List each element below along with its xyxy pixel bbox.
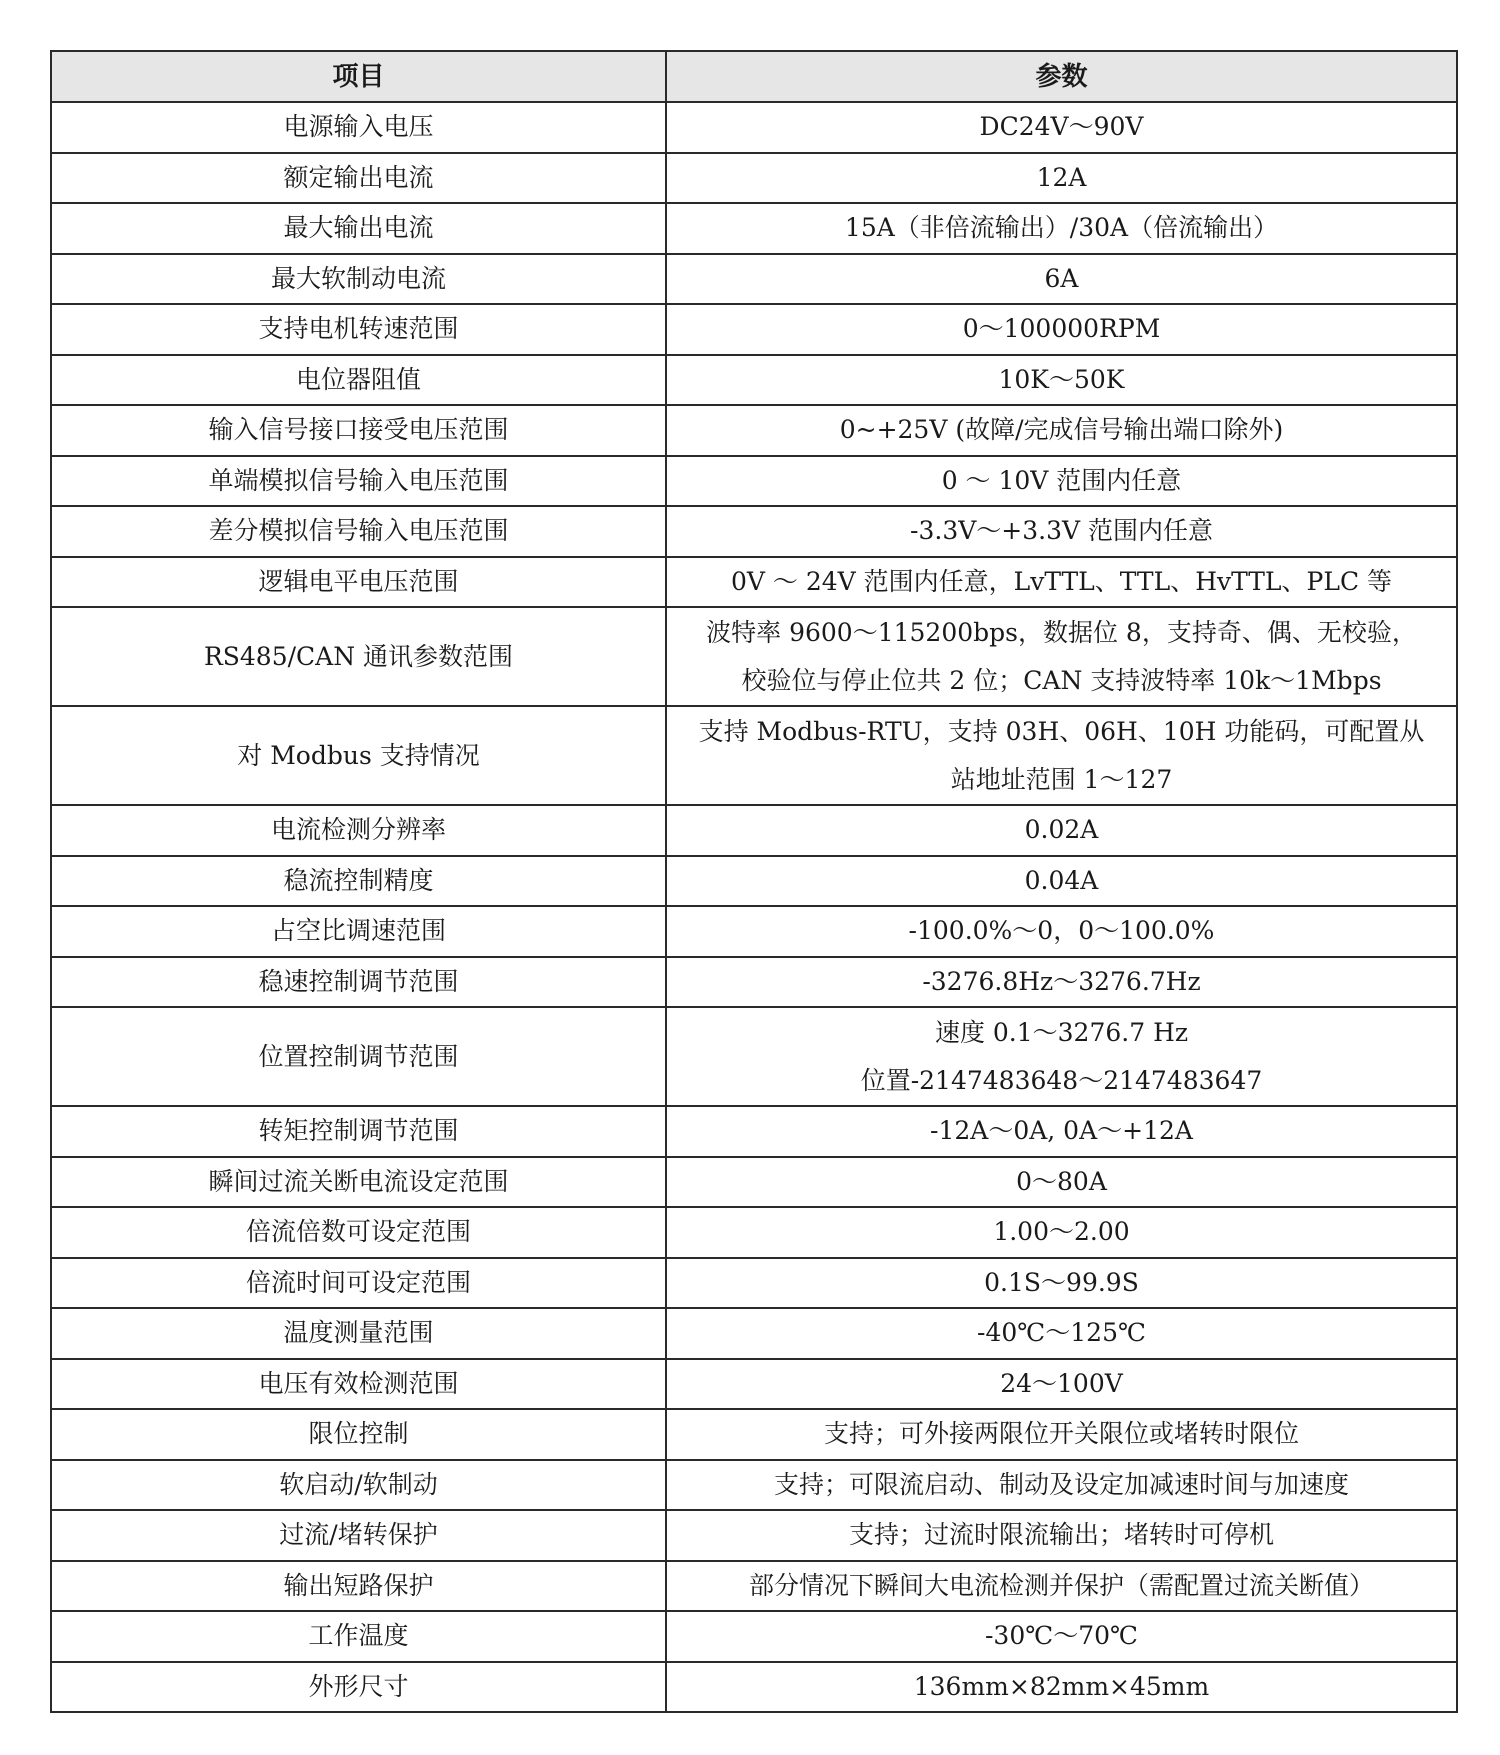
param-line: 部分情况下瞬间大电流检测并保护（需配置过流关断值） <box>748 1570 1374 1600</box>
param-line: DC24V～90V <box>979 112 1144 142</box>
param-cell <box>666 1207 1457 1258</box>
item-cell: 电流检测分辨率 <box>51 805 666 856</box>
table-row <box>51 1359 1457 1410</box>
param-cell <box>666 1258 1457 1309</box>
table-row <box>51 304 1457 355</box>
spec-table <box>50 50 1458 1713</box>
item-cell: 转矩控制调节范围 <box>51 1106 666 1157</box>
item-cell: 额定输出电流 <box>51 153 666 204</box>
param-cell <box>666 1106 1457 1157</box>
param-line: 0～80A <box>1016 1166 1107 1196</box>
table-row <box>51 1510 1457 1561</box>
table-row <box>51 1157 1457 1208</box>
table-row <box>51 456 1457 507</box>
header-param: 参数 <box>666 51 1457 102</box>
item-cell: 逻辑电平电压范围 <box>51 557 666 608</box>
param-cell <box>666 1662 1457 1713</box>
item-cell: 软启动/软制动 <box>51 1460 666 1511</box>
param-cell <box>666 1007 1457 1106</box>
table-row <box>51 957 1457 1008</box>
item-cell: 稳速控制调节范围 <box>51 957 666 1008</box>
param-line: 0～100000RPM <box>962 314 1161 344</box>
table-row <box>51 1662 1457 1713</box>
item-cell: 输出短路保护 <box>51 1561 666 1612</box>
item-cell: 限位控制 <box>51 1409 666 1460</box>
param-cell <box>666 1359 1457 1410</box>
item-cell: 过流/堵转保护 <box>51 1510 666 1561</box>
param-cell <box>666 906 1457 957</box>
param-line: 支持；可外接两限位开关限位或堵转时限位 <box>823 1419 1299 1449</box>
param-line: -3276.8Hz～3276.7Hz <box>922 966 1201 996</box>
item-cell: 单端模拟信号输入电压范围 <box>51 456 666 507</box>
param-line: 位置-2147483648～2147483647 <box>860 1065 1263 1095</box>
param-line: 24～100V <box>1000 1368 1123 1398</box>
param-cell <box>666 355 1457 406</box>
table-header <box>51 51 1457 102</box>
table-row <box>51 1611 1457 1662</box>
item-cell: 最大输出电流 <box>51 203 666 254</box>
param-cell <box>666 607 1457 706</box>
table-row <box>51 1207 1457 1258</box>
item-cell: 支持电机转速范围 <box>51 304 666 355</box>
table-row <box>51 805 1457 856</box>
param-line: -12A～0A, 0A～+12A <box>930 1116 1193 1146</box>
param-cell <box>666 557 1457 608</box>
param-cell <box>666 506 1457 557</box>
param-line: 1.00～2.00 <box>993 1217 1130 1247</box>
param-line: 校验位与停止位共 2 位；CAN 支持波特率 10k～1Mbps <box>741 665 1382 695</box>
param-line: 0.02A <box>1024 815 1099 845</box>
table-row <box>51 405 1457 456</box>
table-row <box>51 856 1457 907</box>
param-line: 0~+25V (故障/完成信号输出端口除外) <box>839 415 1284 445</box>
table-row <box>51 506 1457 557</box>
table-row <box>51 1409 1457 1460</box>
table-row <box>51 607 1457 706</box>
header-row <box>51 51 1457 102</box>
item-cell: 电位器阻值 <box>51 355 666 406</box>
param-line: 136mm×82mm×45mm <box>913 1671 1210 1701</box>
param-line: 支持 Modbus-RTU，支持 03H、06H、10H 功能码，可配置从 <box>698 716 1425 746</box>
param-line: 12A <box>1036 162 1087 192</box>
param-line: 0.04A <box>1024 865 1099 895</box>
param-cell <box>666 856 1457 907</box>
param-cell <box>666 1409 1457 1460</box>
param-cell <box>666 153 1457 204</box>
param-cell <box>666 1561 1457 1612</box>
param-line: 15A（非倍流输出）/30A（倍流输出） <box>844 213 1279 243</box>
table-row <box>51 1561 1457 1612</box>
header-item: 项目 <box>51 51 666 102</box>
item-cell: 倍流倍数可设定范围 <box>51 1207 666 1258</box>
param-line: -30℃～70℃ <box>984 1621 1138 1651</box>
param-cell <box>666 1510 1457 1561</box>
param-line: 支持；可限流启动、制动及设定加减速时间与加速度 <box>773 1469 1349 1499</box>
item-cell: 最大软制动电流 <box>51 254 666 305</box>
param-cell <box>666 1611 1457 1662</box>
table-row <box>51 203 1457 254</box>
table-row <box>51 1007 1457 1106</box>
param-line: 支持；过流时限流输出；堵转时可停机 <box>848 1520 1274 1550</box>
param-line: -100.0%～0，0～100.0% <box>908 916 1215 946</box>
item-cell: 输入信号接口接受电压范围 <box>51 405 666 456</box>
param-cell <box>666 254 1457 305</box>
param-line: 0.1S～99.9S <box>984 1267 1139 1297</box>
table-row <box>51 153 1457 204</box>
item-cell: RS485/CAN 通讯参数范围 <box>51 607 666 706</box>
table-row <box>51 1258 1457 1309</box>
param-cell <box>666 102 1457 153</box>
table-row <box>51 355 1457 406</box>
table-row <box>51 706 1457 805</box>
param-cell <box>666 957 1457 1008</box>
item-cell: 稳流控制精度 <box>51 856 666 907</box>
param-cell <box>666 1460 1457 1511</box>
table-body <box>51 102 1457 1712</box>
item-cell: 电源输入电压 <box>51 102 666 153</box>
param-cell <box>666 203 1457 254</box>
param-line: -40℃～125℃ <box>977 1318 1146 1348</box>
item-cell: 电压有效检测范围 <box>51 1359 666 1410</box>
param-cell <box>666 405 1457 456</box>
item-cell: 外形尺寸 <box>51 1662 666 1713</box>
table-row <box>51 906 1457 957</box>
param-cell <box>666 1308 1457 1359</box>
param-line: -3.3V～+3.3V 范围内任意 <box>910 516 1213 546</box>
param-cell <box>666 706 1457 805</box>
item-cell: 工作温度 <box>51 1611 666 1662</box>
param-cell <box>666 304 1457 355</box>
param-line: 速度 0.1～3276.7 Hz <box>934 1017 1189 1047</box>
param-cell <box>666 805 1457 856</box>
item-cell: 位置控制调节范围 <box>51 1007 666 1106</box>
item-cell: 差分模拟信号输入电压范围 <box>51 506 666 557</box>
param-line: 站地址范围 1～127 <box>950 764 1173 794</box>
item-cell: 对 Modbus 支持情况 <box>51 706 666 805</box>
table-row <box>51 1106 1457 1157</box>
param-line: 0 ～ 10V 范围内任意 <box>941 465 1182 495</box>
table-row <box>51 102 1457 153</box>
item-cell: 温度测量范围 <box>51 1308 666 1359</box>
table-row <box>51 254 1457 305</box>
param-line: 0V ～ 24V 范围内任意，LvTTL、TTL、HvTTL、PLC 等 <box>730 566 1393 596</box>
param-line: 波特率 9600～115200bps，数据位 8，支持奇、偶、无校验， <box>706 617 1417 647</box>
table-row <box>51 1460 1457 1511</box>
param-line: 10K～50K <box>998 364 1125 394</box>
table-row <box>51 557 1457 608</box>
param-cell <box>666 1157 1457 1208</box>
param-line: 6A <box>1044 263 1079 293</box>
item-cell: 占空比调速范围 <box>51 906 666 957</box>
table-row <box>51 1308 1457 1359</box>
item-cell: 瞬间过流关断电流设定范围 <box>51 1157 666 1208</box>
item-cell: 倍流时间可设定范围 <box>51 1258 666 1309</box>
param-cell <box>666 456 1457 507</box>
